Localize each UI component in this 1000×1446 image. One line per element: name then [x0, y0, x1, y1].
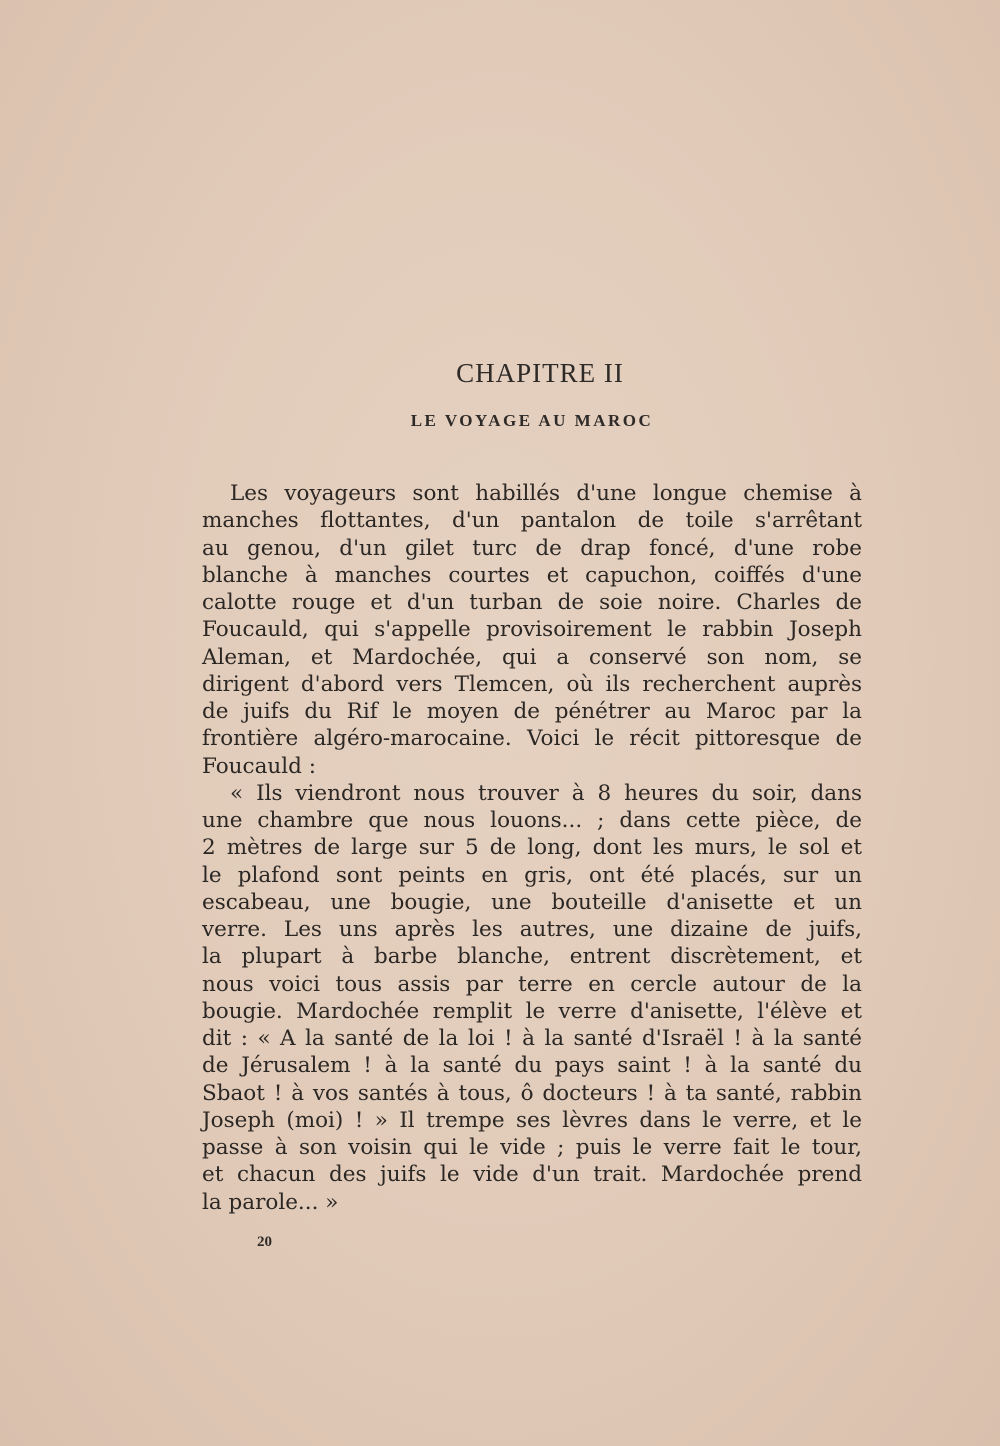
text-line: passe à son voisin qui le vide ; puis le verre fait le tour, [202, 1135, 862, 1160]
text-line: Foucauld, qui s'appelle provisoirement le rabbin Joseph [202, 617, 862, 643]
text-line: de juifs du Rif le moyen de pénétrer au Maroc par la [202, 699, 862, 724]
chapter-title: CHAPITRE II [456, 358, 624, 388]
text-line: dirigent d'abord vers Tlemcen, où ils recherchent auprès [202, 671, 862, 697]
text-line: dit : « A la santé de la loi ! à la santé d'Israël ! à la santé [202, 1026, 862, 1051]
text-line: blanche à manches courtes et capuchon, coiffés d'une [202, 562, 862, 588]
text-line: Les voyageurs sont habillés d'une longue chemise à [230, 481, 862, 506]
text-line: de Jérusalem ! à la santé du pays saint ! à la santé du [202, 1053, 862, 1079]
text-line: Sbaot ! à vos santés à tous, ô docteurs ! à ta santé, rabbin [202, 1080, 862, 1106]
text-line: Foucauld : [202, 753, 316, 779]
text-line: nous voici tous assis par terre en cercle autour de la [202, 971, 862, 997]
text-line: bougie. Mardochée remplit le verre d'anisette, l'élève et [202, 998, 862, 1024]
text-line: « Ils viendront nous trouver à 8 heures du soir, dans [230, 780, 862, 806]
text-line: verre. Les uns après les autres, une dizaine de juifs, [202, 917, 862, 942]
text-line: au genou, d'un gilet turc de drap foncé, d'une robe [202, 535, 862, 561]
chapter-subtitle: LE VOYAGE AU MAROC [410, 411, 654, 430]
text-line: frontière algéro-marocaine. Voici le récit pittoresque de [202, 726, 862, 752]
text-line: une chambre que nous louons... ; dans cette pièce, de [202, 808, 862, 833]
text-line: manches flottantes, d'un pantalon de toile s'arrêtant [202, 508, 862, 534]
text-line: Joseph (moi) ! » Il trempe ses lèvres dans le verre, et le [202, 1107, 862, 1133]
text-line: 2 mètres de large sur 5 de long, dont les murs, le sol et [202, 835, 862, 861]
body-text [202, 480, 862, 1216]
text-line: escabeau, une bougie, une bouteille d'anisette et un [202, 889, 862, 915]
text-line: calotte rouge et d'un turban de soie noire. Charles de [202, 590, 862, 615]
page-number: 20 [257, 1234, 272, 1250]
text-line: et chacun des juifs le vide d'un trait. Mardochée prend [202, 1162, 862, 1188]
text-line: la plupart à barbe blanche, entrent discrètement, et [202, 944, 862, 970]
text-line: le plafond sont peints en gris, ont été placés, sur un [202, 862, 862, 888]
text-line: Aleman, et Mardochée, qui a conservé son nom, se [202, 644, 862, 670]
text-line: la parole... » [202, 1189, 339, 1215]
